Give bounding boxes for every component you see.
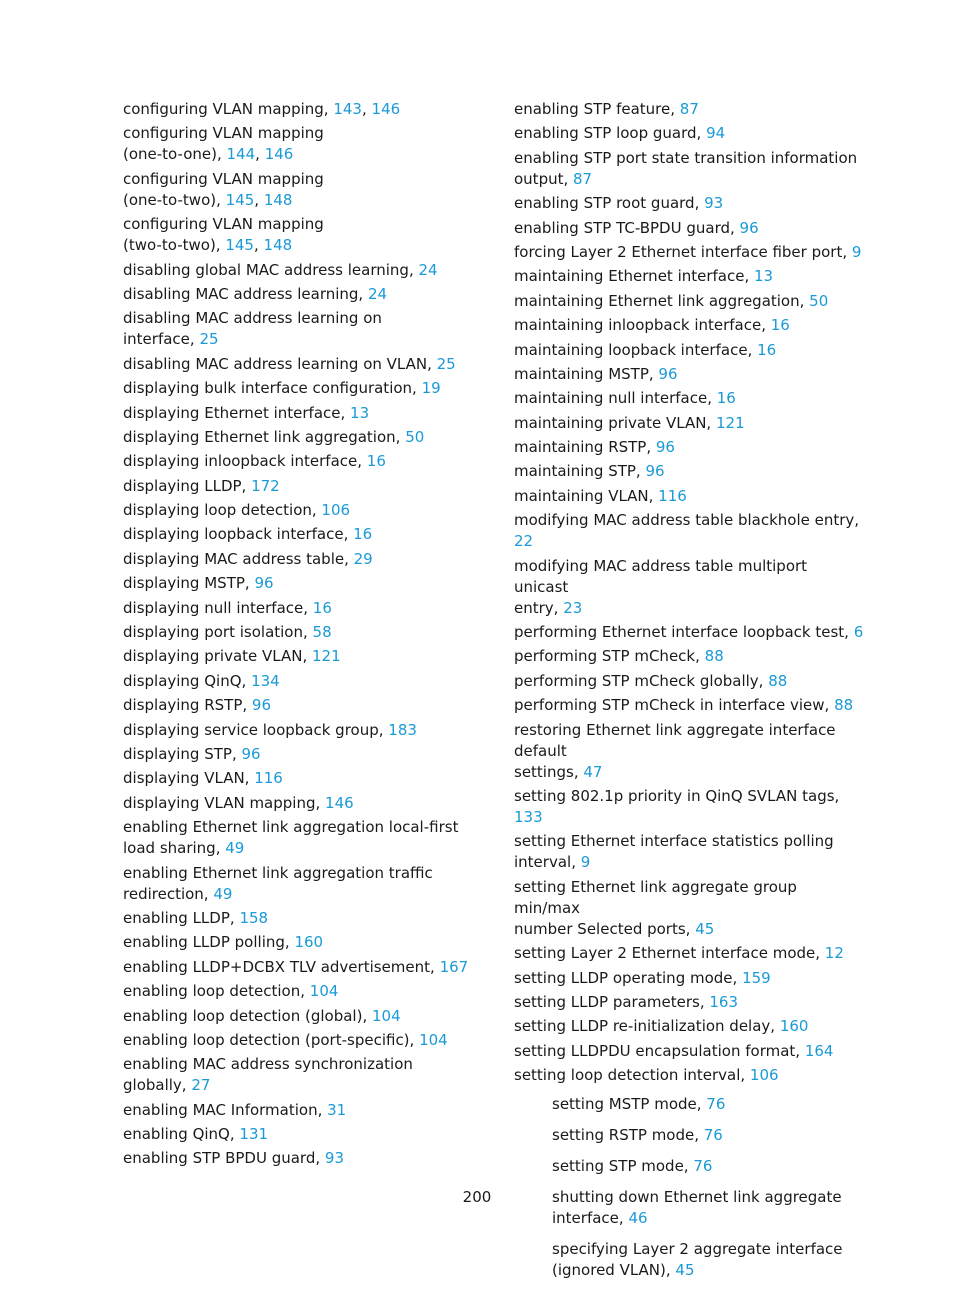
page-link[interactable]: 164 (804, 1041, 834, 1060)
page-link[interactable]: 106 (321, 501, 351, 520)
index-entry-text: displaying LLDP, (123, 476, 252, 495)
page-link[interactable]: 16 (366, 452, 386, 471)
index-entry-text: enabling LLDP polling, (123, 933, 295, 952)
index-entry-text: performing Ethernet interface loopback test, (514, 623, 854, 642)
index-entry (123, 817, 473, 859)
index-entry (123, 1124, 473, 1145)
index-column-left (123, 99, 473, 1173)
page-separator: , (255, 145, 265, 164)
index-entry (514, 720, 864, 783)
page-link[interactable]: 45 (695, 919, 715, 938)
page-link[interactable]: 22 (514, 532, 534, 551)
index-entry (514, 193, 864, 214)
page-link[interactable]: 134 (251, 671, 280, 690)
page-link[interactable]: 58 (312, 623, 332, 642)
index-entry (552, 1156, 864, 1177)
index-entry-text: setting LLDPDU encapsulation format, (514, 1041, 805, 1060)
index-entry-text: number Selected ports, (514, 919, 696, 938)
index-entry (514, 413, 864, 434)
index-entry (514, 695, 864, 716)
index-entry (123, 308, 473, 350)
index-entry (514, 364, 864, 385)
page-link[interactable]: 104 (309, 982, 339, 1001)
page-link[interactable]: 45 (675, 1261, 695, 1280)
index-entry (514, 1065, 864, 1086)
index-entry (123, 863, 473, 905)
index-entry-text: restoring Ethernet link aggregate interface default (514, 720, 836, 760)
page-link[interactable]: 146 (325, 793, 354, 812)
index-entry (552, 1125, 864, 1146)
page-number: 200 (462, 1188, 492, 1206)
index-entry-text: interface, (552, 1209, 629, 1228)
page-link[interactable]: 167 (439, 957, 469, 976)
index-entry-text: redirection, (123, 884, 214, 903)
index-entry (514, 291, 864, 312)
index-entry (552, 1094, 864, 1115)
index-entry-text: setting Ethernet link aggregate group min/max (514, 877, 797, 917)
index-entry (123, 932, 473, 953)
index-entry-text: displaying VLAN, (123, 769, 255, 788)
index-entry (123, 378, 473, 399)
page-link[interactable]: 25 (436, 354, 456, 373)
index-entry-text: configuring VLAN mapping, (123, 100, 334, 118)
index-entry (123, 284, 473, 305)
index-entry (123, 744, 473, 765)
index-entry-text: output, (514, 169, 574, 188)
index-entry (123, 622, 473, 643)
page-link[interactable]: 158 (239, 908, 269, 927)
page-link[interactable]: 6 (853, 623, 864, 642)
index-entry (123, 720, 473, 741)
index-entry-text: configuring VLAN mapping (123, 169, 324, 188)
index-entry-text: enabling STP feature, (514, 100, 680, 118)
index-entry-text: displaying private VLAN, (123, 647, 313, 666)
page-link[interactable]: 145 (225, 190, 255, 209)
page-separator: , (253, 236, 264, 255)
index-column-right (514, 99, 864, 1291)
index-entry-text: displaying Ethernet link aggregation, (123, 427, 406, 446)
index-entry (514, 671, 864, 692)
page-link[interactable]: 160 (779, 1017, 809, 1036)
index-entry-text: setting MSTP mode, (552, 1095, 707, 1114)
index-entry-text: (two-to-two), (123, 236, 226, 255)
page-link[interactable]: 16 (312, 598, 332, 617)
page-link[interactable]: 76 (693, 1157, 713, 1176)
index-entry (514, 461, 864, 482)
index-entry-text: configuring VLAN mapping (123, 124, 324, 143)
page-link[interactable]: 12 (824, 944, 844, 963)
index-entry (514, 831, 864, 873)
page-link[interactable]: 144 (226, 145, 256, 164)
index-entry-text: enabling QinQ, (123, 1125, 240, 1144)
index-entry (514, 437, 864, 458)
index-entry (514, 510, 864, 552)
index-entry (514, 556, 864, 619)
page-link[interactable]: 23 (563, 598, 583, 617)
page-link[interactable]: 9 (851, 242, 862, 261)
index-entry-text: enabling STP port state transition information (514, 148, 858, 167)
index-entry-text: disabling MAC address learning on (123, 309, 382, 328)
page-link[interactable]: 49 (225, 839, 245, 858)
page-link[interactable]: 88 (834, 696, 854, 715)
index-entry-text: setting LLDP operating mode, (514, 968, 743, 987)
index-entry (514, 123, 864, 144)
page-link[interactable]: 13 (350, 403, 370, 422)
index-entry-text: disabling MAC address learning on VLAN, (123, 354, 437, 373)
index-entry-text: enabling Ethernet link aggregation local-first (123, 818, 459, 837)
index-entry-text: shutting down Ethernet link aggregate (552, 1188, 842, 1207)
page-link[interactable]: 9 (580, 853, 591, 872)
index-entry-text: modifying MAC address table multiport unicast (514, 556, 808, 596)
index-entry (123, 1100, 473, 1121)
index-entry-text: entry, (514, 598, 564, 617)
index-entry-text: setting 802.1p priority in QinQ SVLAN tags, (514, 786, 840, 805)
index-entry-text: displaying Ethernet interface, (123, 403, 351, 422)
index-entry (123, 646, 473, 667)
index-entry-text: performing STP mCheck in interface view, (514, 696, 835, 715)
index-entry (123, 123, 473, 165)
index-entry (123, 1030, 473, 1051)
index-entry (123, 598, 473, 619)
page-link[interactable]: 146 (264, 145, 294, 164)
page-link[interactable]: 31 (327, 1100, 347, 1119)
index-entry (123, 981, 473, 1002)
index-entry-text: (one-to-two), (123, 190, 226, 209)
page-separator: , (361, 100, 372, 118)
index-entry (514, 388, 864, 409)
page-link[interactable]: 116 (254, 769, 283, 788)
index-entry-text: enabling STP BPDU guard, (123, 1149, 325, 1168)
index-entry (123, 573, 473, 594)
page-link[interactable]: 19 (421, 379, 441, 398)
page-link[interactable]: 143 (333, 100, 362, 118)
index-entry-text: maintaining RSTP, (514, 438, 656, 457)
index-entry-text: displaying VLAN mapping, (123, 793, 326, 812)
page-link[interactable]: 87 (679, 100, 699, 118)
page-link[interactable]: 46 (628, 1209, 648, 1228)
index-entry (123, 403, 473, 424)
index-entry-text: interface, (123, 330, 200, 349)
index-entry-text: performing STP mCheck, (514, 647, 705, 666)
page-link[interactable]: 88 (768, 671, 788, 690)
index-entry-text: displaying null interface, (123, 598, 313, 617)
index-entry-text: maintaining VLAN, (514, 486, 659, 505)
index-entry (514, 99, 864, 120)
index-entry (514, 992, 864, 1013)
page-link[interactable]: 76 (706, 1095, 726, 1114)
index-entry-text: displaying loopback interface, (123, 525, 354, 544)
index-entry-text: displaying inloopback interface, (123, 452, 367, 471)
index-entry-text: setting STP mode, (552, 1157, 694, 1176)
index-entry-text: maintaining loopback interface, (514, 340, 758, 359)
page-link[interactable]: 87 (573, 169, 593, 188)
index-entry (123, 451, 473, 472)
index-entry-text: enabling loop detection, (123, 982, 310, 1001)
page-link[interactable]: 93 (704, 194, 724, 213)
index-entry (552, 1239, 864, 1281)
index-entry-text: load sharing, (123, 839, 226, 858)
page-link[interactable]: 121 (312, 647, 341, 666)
index-entry (514, 877, 864, 940)
index-entry (123, 99, 473, 120)
page-link[interactable]: 16 (757, 340, 777, 359)
index-entry (514, 486, 864, 507)
index-entry (514, 968, 864, 989)
page-link[interactable]: 25 (199, 330, 219, 349)
index-entry-text: maintaining Ethernet link aggregation, (514, 291, 810, 310)
index-entry-text: displaying loop detection, (123, 501, 322, 520)
index-entry (514, 266, 864, 287)
index-entry-text: enabling LLDP+DCBX TLV advertisement, (123, 957, 440, 976)
page-link[interactable]: 104 (419, 1030, 448, 1049)
page-link[interactable]: 163 (709, 992, 739, 1011)
index-entry-text: specifying Layer 2 aggregate interface (552, 1240, 843, 1259)
index-entry (514, 218, 864, 239)
index-entry-text: enabling STP root guard, (514, 194, 705, 213)
index-entry-text: displaying QinQ, (123, 671, 252, 690)
index-entry-text: displaying RSTP, (123, 696, 252, 715)
index-entry-text: modifying MAC address table blackhole entry, (514, 511, 860, 530)
index-entry-text: displaying bulk interface configuration, (123, 379, 422, 398)
page-link[interactable]: 146 (371, 100, 401, 118)
index-entry-text: maintaining STP, (514, 462, 646, 481)
index-entry (123, 957, 473, 978)
index-entry (123, 1148, 473, 1169)
page-link[interactable]: 29 (353, 549, 373, 568)
index-entry-text: enabling MAC Information, (123, 1100, 328, 1119)
index-entry-text: setting Ethernet interface statistics polling interval, (514, 832, 834, 872)
page-link[interactable]: 13 (754, 267, 774, 286)
index-entry-text: displaying service loopback group, (123, 720, 389, 739)
index-entry (123, 768, 473, 789)
index-entry (514, 1016, 864, 1037)
index-entry-text: configuring VLAN mapping (123, 215, 324, 234)
page-link[interactable]: 76 (703, 1126, 723, 1145)
index-entry (514, 242, 864, 263)
index-entry-text: enabling loop detection (port-specific), (123, 1030, 420, 1049)
index-entry-text: setting LLDP re-initialization delay, (514, 1017, 780, 1036)
index-entry-text: forcing Layer 2 Ethernet interface fiber port, (514, 242, 852, 261)
index-entry-text: maintaining Ethernet interface, (514, 267, 755, 286)
index-entry-text: globally, (123, 1076, 192, 1095)
index-entry (123, 793, 473, 814)
page-link[interactable]: 148 (263, 236, 293, 255)
index-entry (514, 646, 864, 667)
page-link[interactable]: 24 (367, 284, 388, 303)
index-entry-text: enabling STP TC-BPDU guard, (514, 218, 740, 237)
page-separator: , (254, 190, 264, 209)
index-entry-text: maintaining MSTP, (514, 364, 659, 383)
index-entry (514, 786, 864, 828)
index-entry-text: displaying port isolation, (123, 623, 313, 642)
page-link[interactable]: 96 (658, 364, 678, 383)
index-entry-text: enabling LLDP, (123, 908, 240, 927)
index-entry-text: disabling global MAC address learning, (123, 260, 419, 279)
page-link[interactable]: 47 (583, 762, 603, 781)
page-link[interactable]: 133 (514, 807, 543, 826)
index-entry-text: (one-to-one), (123, 145, 227, 164)
index-entry-text: enabling loop detection (global), (123, 1006, 372, 1025)
index-entry (514, 148, 864, 190)
page-link[interactable]: 93 (324, 1149, 344, 1168)
page-link[interactable]: 104 (372, 1006, 401, 1025)
page-link[interactable]: 160 (294, 933, 324, 952)
page-link[interactable]: 106 (749, 1066, 779, 1085)
index-entry (123, 695, 473, 716)
index-entry (123, 1054, 473, 1096)
index-entry-text: disabling MAC address learning, (123, 284, 368, 303)
index-entry (123, 1006, 473, 1027)
page-link[interactable]: 16 (353, 525, 373, 544)
page-link[interactable]: 183 (388, 720, 417, 739)
index-entry (123, 427, 473, 448)
index-entry (123, 476, 473, 497)
page-link[interactable]: 116 (658, 486, 687, 505)
page-link[interactable]: 49 (213, 884, 233, 903)
index-entry-text: setting loop detection interval, (514, 1066, 750, 1085)
index-entry-text: enabling STP loop guard, (514, 124, 707, 143)
index-entry-text: maintaining private VLAN, (514, 413, 716, 432)
index-entry (123, 671, 473, 692)
index-entry (514, 315, 864, 336)
page-link[interactable]: 96 (254, 574, 274, 593)
index-entry-text: settings, (514, 762, 584, 781)
page-link[interactable]: 131 (239, 1125, 269, 1144)
page-link[interactable]: 148 (263, 190, 293, 209)
page-link[interactable]: 16 (716, 389, 736, 408)
page-link[interactable]: 121 (715, 413, 745, 432)
index-entry-text: displaying MAC address table, (123, 549, 354, 568)
index-entry-text: setting RSTP mode, (552, 1126, 704, 1145)
page-link[interactable]: 24 (418, 260, 438, 279)
index-entry-text: enabling MAC address synchronization (123, 1055, 413, 1074)
page-link[interactable]: 159 (742, 968, 771, 987)
page-link[interactable]: 172 (251, 476, 280, 495)
index-entry (514, 622, 864, 643)
index-entry-text: maintaining null interface, (514, 389, 717, 408)
page-link[interactable]: 96 (645, 462, 665, 481)
index-entry-text: setting LLDP parameters, (514, 992, 710, 1011)
page-link[interactable]: 88 (704, 647, 724, 666)
page-link[interactable]: 16 (770, 316, 790, 335)
index-entry-text: (ignored VLAN), (552, 1261, 676, 1280)
index-entry (123, 214, 473, 256)
index-entry (123, 500, 473, 521)
index-entry (514, 943, 864, 964)
index-entry (123, 524, 473, 545)
page-link[interactable]: 145 (225, 236, 254, 255)
page-link[interactable]: 96 (739, 218, 759, 237)
index-entry-text: displaying STP, (123, 744, 242, 763)
page-link[interactable]: 50 (809, 291, 829, 310)
index-entry-text: performing STP mCheck globally, (514, 671, 769, 690)
index-entry (123, 908, 473, 929)
page-link[interactable]: 94 (706, 124, 726, 143)
page-link[interactable]: 96 (241, 744, 261, 763)
index-entry (514, 340, 864, 361)
index-entry (514, 1041, 864, 1062)
index-entry (123, 549, 473, 570)
index-entry (123, 354, 473, 375)
index-entry (123, 260, 473, 281)
page-link[interactable]: 96 (655, 438, 675, 457)
index-entry-text: setting Layer 2 Ethernet interface mode, (514, 944, 825, 963)
page-link[interactable]: 96 (251, 696, 272, 715)
index-entry (123, 169, 473, 211)
index-entry-text: maintaining inloopback interface, (514, 316, 771, 335)
page-link[interactable]: 50 (405, 427, 425, 446)
index-entry-text: displaying MSTP, (123, 574, 255, 593)
page-link[interactable]: 27 (191, 1076, 211, 1095)
index-entry-text: enabling Ethernet link aggregation traffic (123, 863, 433, 882)
